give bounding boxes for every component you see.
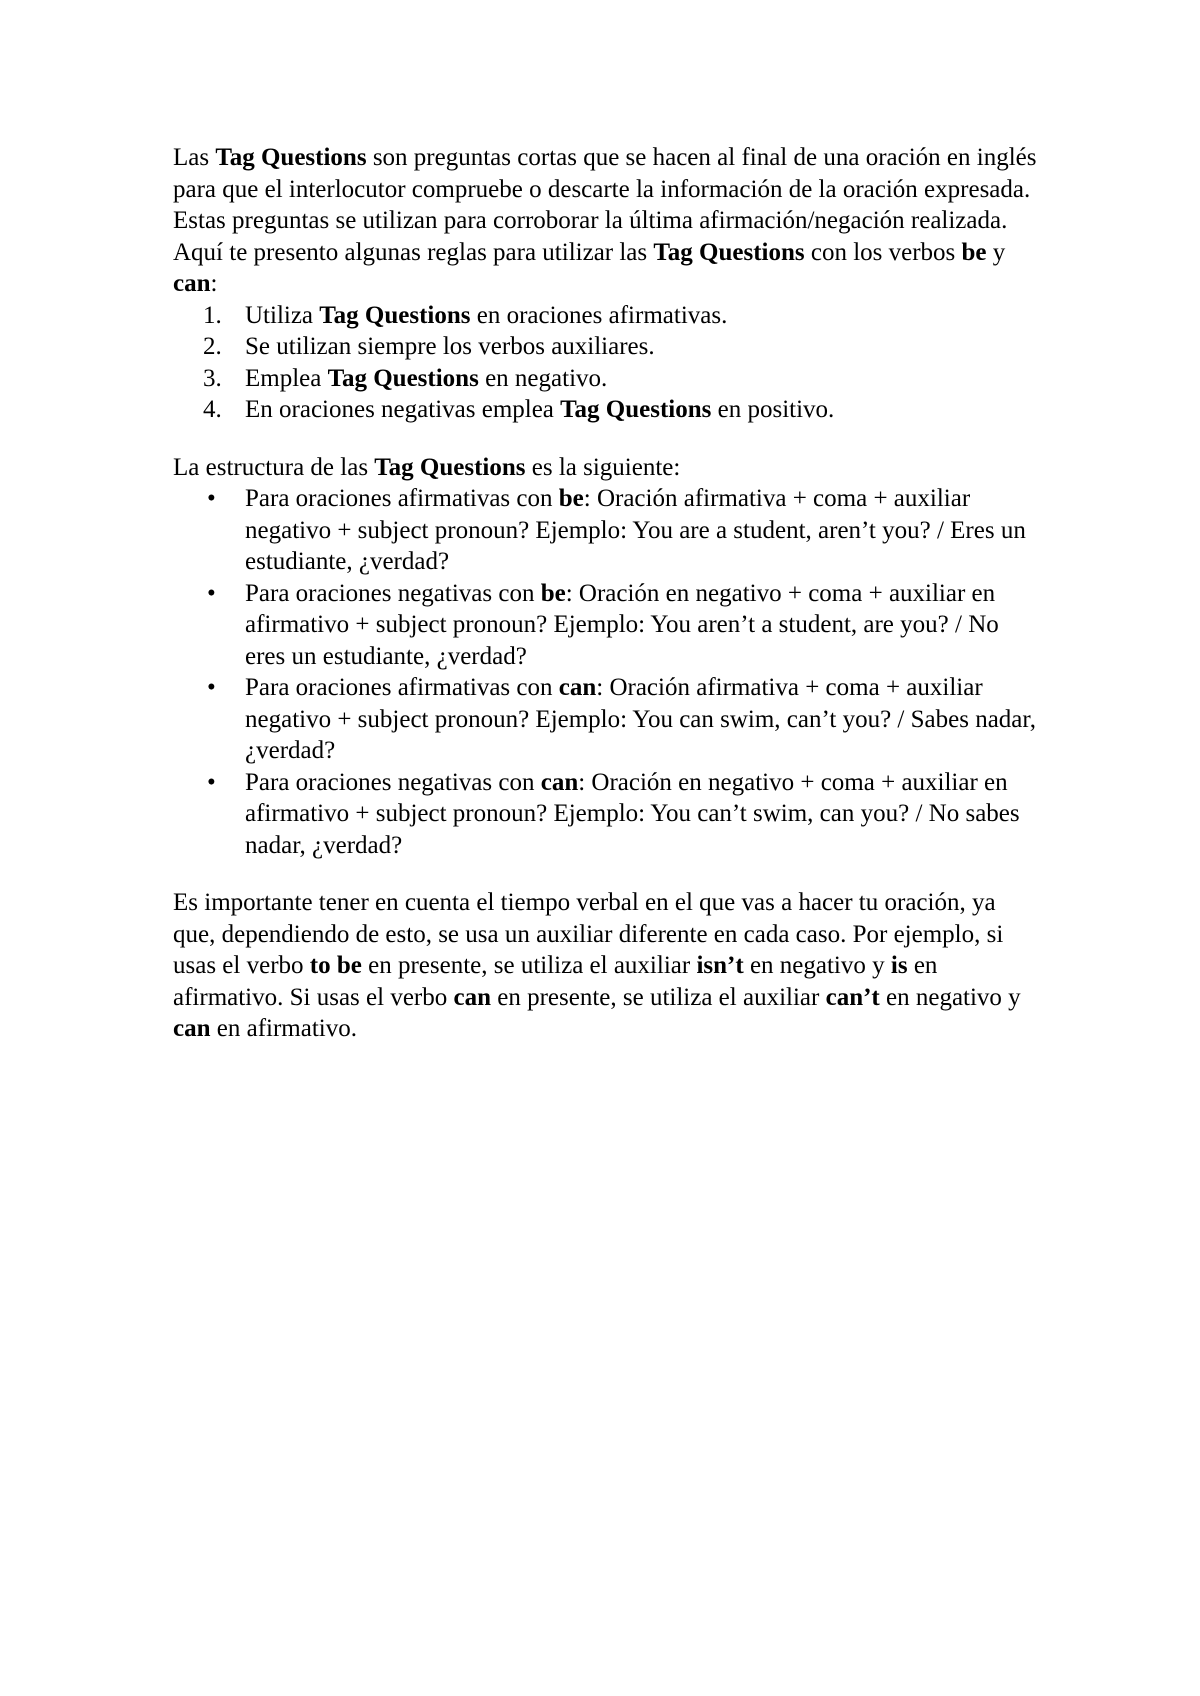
bold-term: Tag Questions — [319, 301, 471, 329]
bold-term: can — [173, 1015, 211, 1042]
list-item: • Para oraciones negativas con can: Oración en negativo + coma + auxiliar en afirmativo + subject pronoun? Ejemplo: You can’t swim, can you? / No sabes nadar, ¿verdad? — [207, 768, 1020, 859]
bold-term: Tag Questions — [215, 144, 367, 171]
list-item: • Para oraciones afirmativas con be: Oración afirmativa + coma + auxiliar negativo + subject pronoun? Ejemplo: You are a student, aren’t you? / Eres un estudiante, ¿verdad? — [207, 485, 1026, 575]
conclusion-paragraph: Es importante tener en cuenta el tiempo verbal en el que vas a hacer tu oración, ya que, dependiendo de esto, se usa un auxiliar diferente en cada caso. Por ejemplo, si usas el verbo to be en presente, se utiliza el auxiliar isn’t en negativo y is en afirmativo. Si usas el verbo can en presente, se utiliza el auxiliar can’t en negativo y can en afirmativo. — [173, 889, 1021, 1042]
list-item: • Para oraciones afirmativas con can: Oración afirmativa + coma + auxiliar negativo + subject pronoun? Ejemplo: You can swim, can’t you? / Sabes nadar, ¿verdad? — [207, 674, 1036, 764]
bold-term: Tag Questions — [327, 364, 479, 392]
structure-bulleted-list — [173, 483, 1043, 861]
bold-term: be — [540, 579, 566, 607]
bold-term: can’t — [825, 983, 880, 1011]
list-item: 3. Emplea Tag Questions en negativo. — [173, 363, 1043, 395]
list-number: 3. — [203, 364, 222, 392]
bold-term: isn’t — [696, 952, 744, 979]
list-item: 1. Utiliza Tag Questions en oraciones afirmativas. — [173, 300, 1043, 332]
list-number: 1. — [203, 301, 222, 329]
bold-term: Tag Questions — [653, 238, 805, 266]
list-number: 4. — [203, 396, 222, 423]
bold-term: Tag Questions — [374, 453, 526, 481]
bold-term: be — [961, 238, 987, 266]
structure-intro-paragraph: La estructura de las Tag Questions es la siguiente: — [173, 453, 681, 481]
bold-term: be — [558, 485, 584, 512]
bullet-icon: • — [207, 579, 216, 607]
bold-term: can — [558, 674, 597, 701]
bold-term: to be — [309, 952, 362, 979]
bold-term: Tag Questions — [560, 396, 712, 423]
bold-term: is — [890, 952, 908, 979]
bullet-icon: • — [207, 674, 216, 701]
list-item: 4. En oraciones negativas emplea Tag Questions en positivo. — [173, 394, 1043, 426]
bold-term: can — [173, 270, 211, 297]
intro-paragraph: Las Tag Questions son preguntas cortas que se hacen al final de una oración en inglés para que el interlocutor compruebe o descarte la información de la oración expresada. Estas preguntas se utilizan para corroborar la última afirmación/negación realizada. Aquí te presento algunas reglas para utilizar las Tag Questions con los verbos be y can: — [173, 144, 1037, 297]
list-item: • Para oraciones negativas con be: Oración en negativo + coma + auxiliar en afirmativo + subject pronoun? Ejemplo: You aren’t a student, are you? / No eres un estudiante, ¿verdad? — [207, 579, 999, 670]
bold-term: can — [540, 768, 579, 796]
document-page — [173, 142, 1043, 1045]
bullet-icon: • — [207, 485, 216, 512]
bullet-icon: • — [207, 768, 216, 796]
rules-numbered-list — [173, 300, 1043, 426]
list-number: 2. — [203, 333, 222, 360]
list-item: 2. Se utilizan siempre los verbos auxiliares. — [173, 331, 1043, 363]
bold-term: can — [453, 983, 491, 1011]
